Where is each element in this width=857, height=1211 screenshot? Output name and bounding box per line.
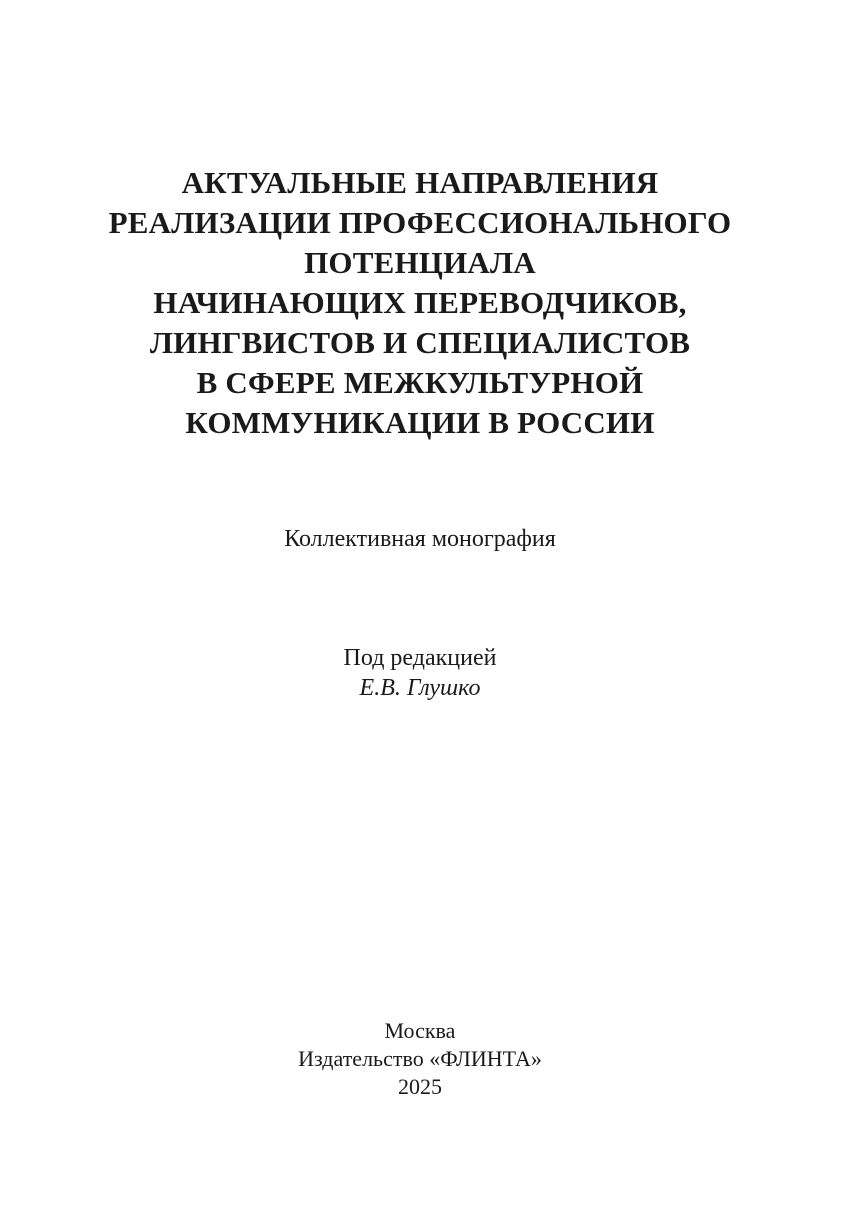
book-title — [0, 163, 840, 443]
book-subtitle: Коллективная монография — [284, 526, 556, 552]
book-title-line: РЕАЛИЗАЦИИ ПРОФЕССИОНАЛЬНОГО — [108, 205, 732, 240]
editor-label: Под редакцией — [343, 645, 497, 671]
editor-block — [0, 643, 840, 703]
editor-name: Е.В. Глушко — [359, 675, 481, 701]
imprint-year: 2025 — [398, 1074, 442, 1099]
book-title-line: КОММУНИКАЦИИ В РОССИИ — [185, 405, 655, 440]
book-title-line: В СФЕРЕ МЕЖКУЛЬТУРНОЙ — [196, 365, 644, 400]
book-title-line: НАЧИНАЮЩИХ ПЕРЕВОДЧИКОВ, — [153, 285, 687, 320]
imprint-city: Москва — [384, 1018, 456, 1043]
book-title-line: ЛИНГВИСТОВ И СПЕЦИАЛИСТОВ — [149, 325, 691, 360]
imprint-publisher: Издательство «ФЛИНТА» — [298, 1046, 542, 1071]
book-title-line: АКТУАЛЬНЫЕ НАПРАВЛЕНИЯ — [181, 165, 659, 200]
book-title-line: ПОТЕНЦИАЛА — [304, 245, 536, 280]
imprint-block — [0, 1017, 840, 1101]
